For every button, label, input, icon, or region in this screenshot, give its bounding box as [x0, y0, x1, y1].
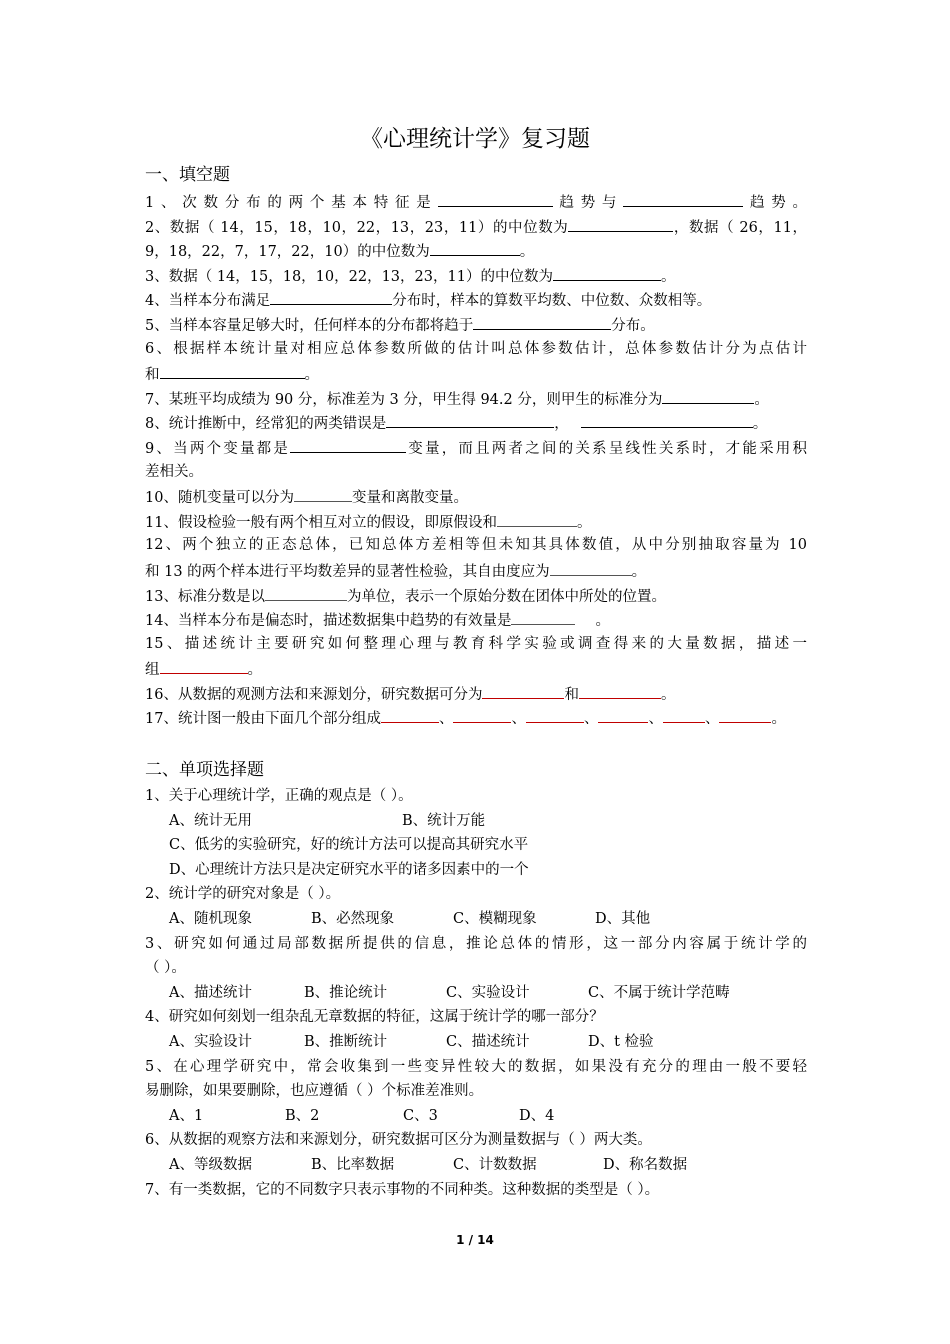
answer-blank[interactable]: [482, 681, 564, 699]
option-b[interactable]: B、推断统计: [304, 1034, 388, 1050]
page-number: 1 / 14: [456, 1233, 494, 1247]
option-b[interactable]: B、推论统计: [304, 984, 388, 1001]
answer-blank[interactable]: [553, 263, 661, 281]
choice-question-7: 7、有一类数据，它的不同数字只表示事物的不同种类。这种数据的类型是（ ）。: [145, 1181, 660, 1198]
choice-question-1: 1、关于心理统计学，正确的观点是（ ）。: [145, 788, 413, 805]
answer-blank[interactable]: [265, 583, 347, 601]
answer-blank[interactable]: [438, 189, 553, 207]
question-6: 6、根据样本统计量对相应总体参数所做的估计叫总体参数估计，总体参数估计分为点估计: [145, 340, 807, 357]
option-a[interactable]: A、等级数据: [169, 1156, 252, 1173]
answer-blank[interactable]: [473, 312, 611, 330]
option-c[interactable]: C、计数数据: [453, 1156, 537, 1173]
answer-blank[interactable]: [270, 287, 392, 305]
answer-blank[interactable]: [568, 214, 673, 232]
question-8: 8、统计推断中，经常犯的两类错误是 ， 。: [145, 410, 807, 435]
question-6-cont: 和 。: [145, 361, 807, 386]
question-1: 1、次数分布的两个基本特征是 趋势与 趋势。: [145, 189, 807, 214]
choice-options-5: [145, 1104, 807, 1129]
choice-question-6: 6、从数据的观察方法和来源划分，研究数据可区分为测量数据与（ ）两大类。: [145, 1132, 652, 1149]
question-15-cont: 组 。: [145, 656, 807, 681]
answer-blank[interactable]: [294, 484, 352, 502]
question-3: 3、数据（ 14，15，18，10，22，13，23，11）的中位数为 。: [145, 263, 807, 288]
answer-blank[interactable]: [160, 656, 248, 674]
answer-blank[interactable]: [381, 705, 439, 723]
answer-blank[interactable]: [386, 410, 554, 428]
section-heading-fill-in: 一、填空题: [145, 165, 230, 185]
question-15: 15、描述统计主要研究如何整理心理与教育科学实验或调查得来的大量数据，描述一: [145, 635, 807, 652]
option-d[interactable]: D、称名数据: [603, 1156, 688, 1173]
question-7: 7、某班平均成绩为 90 分，标准差为 3 分，甲生得 94.2 分，则甲生的标准分为 。: [145, 386, 807, 411]
question-14: 14、当样本分布是偏态时，描述数据集中趋势的有效量是 。: [145, 607, 807, 632]
question-11: 11、假设检验一般有两个相互对立的假设，即原假设和 。: [145, 509, 807, 534]
document-body: [145, 162, 807, 1202]
option-d[interactable]: D、其他: [595, 911, 651, 928]
choice-options-6: [145, 1153, 807, 1178]
question-4: 4、当样本分布满足 分布时，样本的算数平均数、中位数、众数相等。: [145, 287, 807, 312]
answer-blank[interactable]: [663, 705, 705, 723]
question-2-cont: 9，18，22，7，17，22，10）的中位数为 。: [145, 238, 807, 263]
question-17: 17、统计图一般由下面几个部分组成 、 、 、 、 、 。: [145, 705, 807, 730]
answer-blank[interactable]: [290, 435, 406, 453]
choice-question-5: 5、在心理学研究中，常会收集到一些变异性较大的数据，如果没有充分的理由一般不要轻: [145, 1058, 807, 1075]
option-a[interactable]: A、实验设计: [169, 1034, 252, 1050]
question-12-cont: 和 13 的两个样本进行平均数差异的显著性检验，其自由度应为 。: [145, 558, 807, 583]
answer-blank[interactable]: [719, 705, 771, 723]
option-c[interactable]: C、模糊现象: [453, 911, 537, 928]
answer-blank[interactable]: [579, 681, 661, 699]
answer-blank[interactable]: [526, 705, 584, 723]
option-c[interactable]: C、3: [403, 1107, 438, 1124]
answer-blank[interactable]: [511, 607, 575, 625]
question-9-cont: 差相关。: [145, 463, 203, 480]
question-12: 12、两个独立的正态总体，已知总体方差相等但未知其具体数值，从中分别抽取容量为 10: [145, 537, 807, 554]
option-b[interactable]: B、统计万能: [402, 812, 486, 829]
choice-options-2: [145, 907, 807, 932]
option-d[interactable]: D、t 检验: [588, 1034, 654, 1050]
option-b[interactable]: B、2: [285, 1107, 320, 1124]
question-2: 2、数据（ 14，15，18，10，22，13，23，11）的中位数为 ，数据（ 26，11，: [145, 214, 807, 239]
answer-blank[interactable]: [497, 509, 577, 527]
answer-blank[interactable]: [430, 238, 520, 256]
question-10: 10、随机变量可以分为 变量和离散变量。: [145, 484, 807, 509]
option-d[interactable]: D、4: [519, 1107, 555, 1124]
question-13: 13、标准分数是以 为单位，表示一个原始分数在团体中所处的位置。: [145, 583, 807, 608]
choice-options-1-c: [145, 833, 807, 858]
choice-options-1-d: [145, 858, 807, 883]
choice-options-4: [145, 1030, 807, 1055]
choice-question-3: 3、研究如何通过局部数据所提供的信息，推论总体的情形，这一部分内容属于统计学的: [145, 935, 807, 952]
question-5: 5、当样本容量足够大时，任何样本的分布都将趋于 分布。: [145, 312, 807, 337]
choice-options-3: [145, 981, 807, 1006]
option-a[interactable]: A、统计无用: [169, 812, 252, 829]
question-16: 16、从数据的观测方法和来源划分，研究数据可分为 和 。: [145, 681, 807, 706]
choice-question-2: 2、统计学的研究对象是（ ）。: [145, 886, 341, 903]
option-c[interactable]: C、实验设计: [446, 984, 530, 1001]
answer-blank[interactable]: [623, 189, 743, 207]
option-d[interactable]: D、心理统计方法只是决定研究水平的诸多因素中的一个: [169, 861, 529, 878]
option-b[interactable]: B、比率数据: [311, 1156, 395, 1173]
answer-blank[interactable]: [453, 705, 511, 723]
choice-question-3-cont: （ ）。: [145, 960, 186, 977]
answer-blank[interactable]: [598, 705, 648, 723]
answer-blank[interactable]: [581, 410, 753, 428]
option-a[interactable]: A、描述统计: [169, 984, 252, 1001]
option-b[interactable]: B、必然现象: [311, 911, 395, 928]
option-a[interactable]: A、随机现象: [169, 911, 252, 928]
option-d[interactable]: C、不属于统计学范畴: [588, 984, 730, 1001]
answer-blank[interactable]: [550, 558, 632, 576]
option-a[interactable]: A、1: [169, 1107, 204, 1124]
section-heading-multiple-choice: 二、单项选择题: [145, 760, 264, 781]
choice-question-5-cont: 易删除，如果要删除，也应遵循（ ）个标准差准则。: [145, 1083, 484, 1100]
answer-blank[interactable]: [160, 361, 305, 379]
answer-blank[interactable]: [662, 386, 754, 404]
question-9: 9、当两个变量都是 变量，而且两者之间的关系呈线性关系时，才能采用积: [145, 435, 807, 460]
choice-question-4: 4、研究如何刻划一组杂乱无章数据的特征，这属于统计学的哪一部分？: [145, 1009, 604, 1026]
document-title: 《心理统计学》复习题: [360, 126, 590, 152]
option-c[interactable]: C、描述统计: [446, 1034, 530, 1050]
choice-options-1: [145, 809, 807, 834]
option-c[interactable]: C、低劣的实验研究，好的统计方法可以提高其研究水平: [169, 837, 529, 854]
